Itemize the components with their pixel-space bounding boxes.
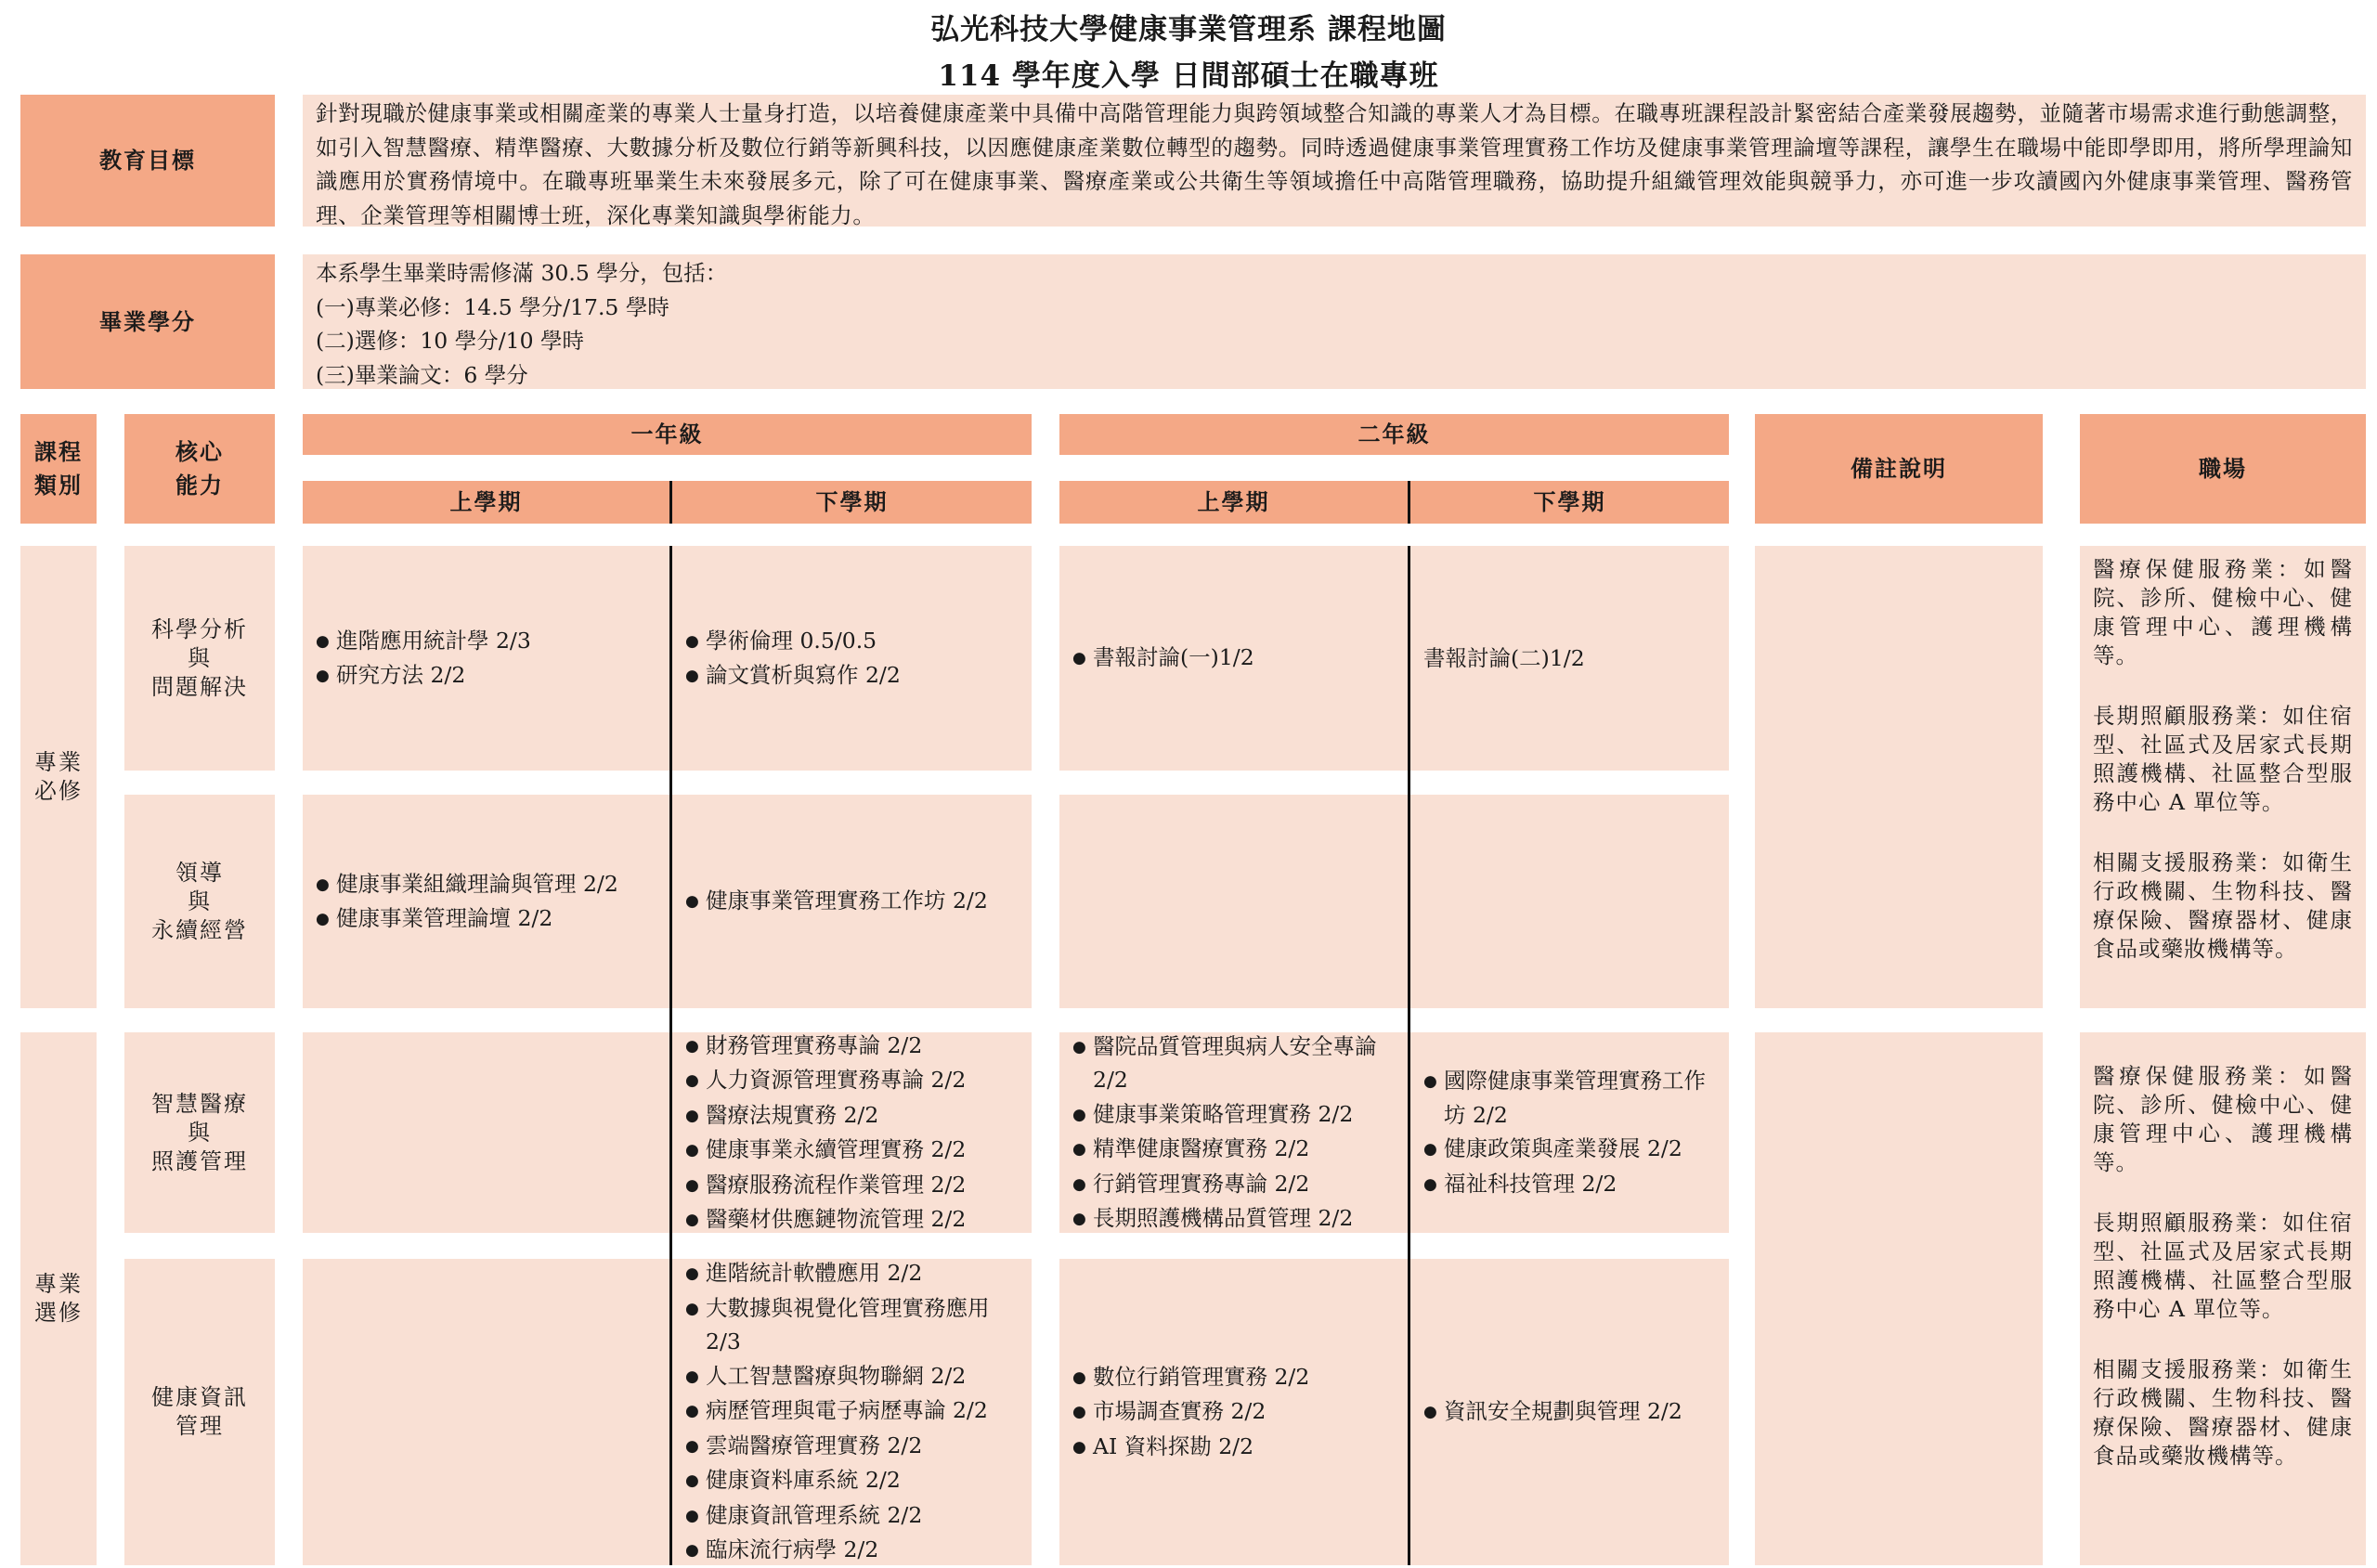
header-year2: 二年級	[1059, 414, 1729, 455]
page-subtitle: 114 學年度入學 日間部碩士在職專班	[938, 59, 1439, 93]
category-required: 專業 必修	[20, 546, 97, 1008]
header-y2-sem1: 上學期	[1059, 481, 1408, 524]
course-item: ● 數位行銷管理實務 2/2	[1072, 1363, 1310, 1390]
course-item: ● 精準健康醫療實務 2/2	[1072, 1135, 1310, 1161]
course-item: ● AI 資料探勘 2/2	[1072, 1432, 1254, 1459]
course-item: ● 健康政策與產業發展 2/2	[1423, 1135, 1682, 1161]
course-cell	[1059, 546, 1408, 771]
course-item: ● 健康資料庫系統 2/2	[685, 1467, 901, 1494]
header-divider	[669, 481, 672, 524]
course-cell	[1059, 1032, 1408, 1233]
education-goal-label: 教育目標	[20, 95, 275, 227]
course-item: ● 醫院品質管理與病人安全專論 2/2	[1072, 1032, 1377, 1093]
course-cell-empty	[303, 1259, 669, 1565]
course-item: ● 進階統計軟體應用 2/2	[685, 1260, 923, 1287]
credits-line: 本系學生畢業時需修滿 30.5 學分，包括：	[316, 260, 728, 286]
career-item: 相關支援服務業：如衛生行政機關、生物科技、醫療保險、醫療器材、健康食品或藥妝機構等。	[2093, 1356, 2353, 1469]
header-y1-sem1: 上學期	[303, 481, 669, 524]
header-career: 職場	[2080, 414, 2366, 524]
course-item: ● 健康事業管理論壇 2/2	[316, 905, 553, 931]
category-elective: 專業 選修	[20, 1032, 97, 1565]
remarks-cell	[1755, 546, 2043, 1008]
course-item: ● 長期照護機構品質管理 2/2	[1072, 1205, 1354, 1231]
course-cell	[672, 1032, 1032, 1233]
course-item: ● 人工智慧醫療與物聯網 2/2	[685, 1362, 967, 1389]
header-core: 核心 能力	[124, 414, 275, 524]
course-item: ● 市場調查實務 2/2	[1072, 1398, 1266, 1425]
course-item: ● 研究方法 2/2	[316, 662, 466, 688]
course-item: ● 大數據與視覺化管理實務應用 2/3	[685, 1294, 990, 1355]
header-remarks: 備註說明	[1755, 414, 2043, 524]
course-cell	[303, 795, 669, 1008]
graduation-credits-label: 畢業學分	[20, 254, 275, 389]
credits-line: (一)專業必修：14.5 學分/17.5 學時	[316, 293, 669, 320]
course-item: ● 國際健康事業管理實務工作坊 2/2	[1423, 1068, 1706, 1128]
career-item: 相關支援服務業：如衛生行政機關、生物科技、醫療保險、醫療器材、健康食品或藥妝機構等。	[2093, 849, 2353, 962]
course-item: ● 論文賞析與寫作 2/2	[685, 662, 901, 688]
course-item: ● 人力資源管理實務專論 2/2	[685, 1067, 967, 1093]
course-item: ● 資訊安全規劃與管理 2/2	[1423, 1398, 1682, 1425]
header-y1-sem2: 下學期	[672, 481, 1032, 524]
career-cell-elective	[2080, 1032, 2366, 1565]
header-year1: 一年級	[303, 414, 1032, 455]
course-item: ● 學術倫理 0.5/0.5	[685, 627, 877, 654]
core-smart-healthcare: 智慧醫療 與 照護管理	[124, 1032, 275, 1233]
graduation-credits-box	[303, 254, 2366, 389]
course-cell	[1410, 546, 1729, 771]
education-goal-text: 針對現職於健康事業或相關產業的專業人士量身打造，以培養健康產業中具備中高階管理能力與跨領域整合知識的專業人才為目標。在職專班課程設計緊密結合產業發展趨勢，並隨著市場需求進行動態調整，如引入智慧醫療、精準醫療、大數據分析及數位行銷等新興科技，以因應健康產業數位轉型的趨勢。同時透過健康事業管理實務工作坊及健康事業管理論壇等課程，讓學生在職場中能即學即用，將所學理論知識應用於實務情境中。在職專班畢業生未來發展多元，除了可在健康事業、醫療產業或公共衛生等領域擔任中高階管理職務，協助提升組織管理效能與競爭力，亦可進一步攻讀國內外健康事業管理、醫務管理、企業管理等相關博士班，深化專業知識與學術能力。	[303, 95, 2366, 227]
course-item: ● 健康事業永續管理實務 2/2	[685, 1136, 967, 1162]
header-y2-sem2: 下學期	[1410, 481, 1729, 524]
course-item: ● 財務管理實務專論 2/2	[685, 1031, 923, 1058]
career-item: 醫療保健服務業：如醫院、診所、健檢中心、健康管理中心、護理機構等。	[2093, 1063, 2353, 1175]
core-leadership: 領導 與 永續經營	[124, 795, 275, 1008]
course-item: ● 書報討論(一)1/2	[1072, 644, 1254, 671]
core-scientific-analysis: 科學分析 與 問題解決	[124, 546, 275, 771]
remarks-cell	[1755, 1032, 2043, 1565]
course-cell	[303, 546, 669, 771]
course-cell-empty	[1410, 795, 1729, 1008]
course-cell	[672, 1259, 1032, 1565]
course-item: ● 醫療服務流程作業管理 2/2	[685, 1171, 967, 1198]
course-cell	[1059, 1259, 1408, 1565]
course-item: ● 病歷管理與電子病歷專論 2/2	[685, 1397, 988, 1424]
course-cell	[672, 546, 1032, 771]
course-cell	[1410, 1259, 1729, 1565]
course-item: ● 行銷管理實務專論 2/2	[1072, 1170, 1310, 1197]
course-cell	[672, 795, 1032, 1008]
course-item: ● 健康資訊管理系統 2/2	[685, 1501, 923, 1528]
course-item: ● 進階應用統計學 2/3	[316, 627, 531, 654]
course-item: ● 福祉科技管理 2/2	[1423, 1170, 1617, 1197]
credits-line: (三)畢業論文：6 學分	[316, 361, 528, 388]
course-cell-empty	[303, 1032, 669, 1233]
course-item: ● 雲端醫療管理實務 2/2	[685, 1432, 923, 1458]
career-cell-required	[2080, 546, 2366, 1008]
header-category: 課程 類別	[20, 414, 97, 524]
course-item: 書報討論(二)1/2	[1423, 644, 1585, 671]
header-divider	[1408, 481, 1410, 524]
course-item: ● 健康事業策略管理實務 2/2	[1072, 1100, 1354, 1127]
course-item: ● 醫療法規實務 2/2	[685, 1101, 879, 1128]
semester-divider	[669, 546, 672, 1565]
course-cell	[1410, 1032, 1729, 1233]
credits-line: (二)選修：10 學分/10 學時	[316, 328, 584, 354]
semester-divider	[1408, 546, 1410, 1565]
course-cell-empty	[1059, 795, 1408, 1008]
page-title: 弘光科技大學健康事業管理系 課程地圖	[930, 13, 1447, 46]
career-item: 長期照顧服務業：如住宿型、社區式及居家式長期照護機構、社區整合型服務中心 A 單位等。	[2093, 703, 2353, 815]
core-health-informatics: 健康資訊 管理	[124, 1259, 275, 1565]
course-item: ● 健康事業組織理論與管理 2/2	[316, 870, 618, 897]
course-item: ● 臨床流行病學 2/2	[685, 1536, 879, 1563]
career-item: 醫療保健服務業：如醫院、診所、健檢中心、健康管理中心、護理機構等。	[2093, 556, 2353, 668]
course-item: ● 健康事業管理實務工作坊 2/2	[685, 888, 988, 914]
career-item: 長期照顧服務業：如住宿型、社區式及居家式長期照護機構、社區整合型服務中心 A 單位等。	[2093, 1210, 2353, 1322]
course-item: ● 醫藥材供應鏈物流管理 2/2	[685, 1206, 967, 1232]
